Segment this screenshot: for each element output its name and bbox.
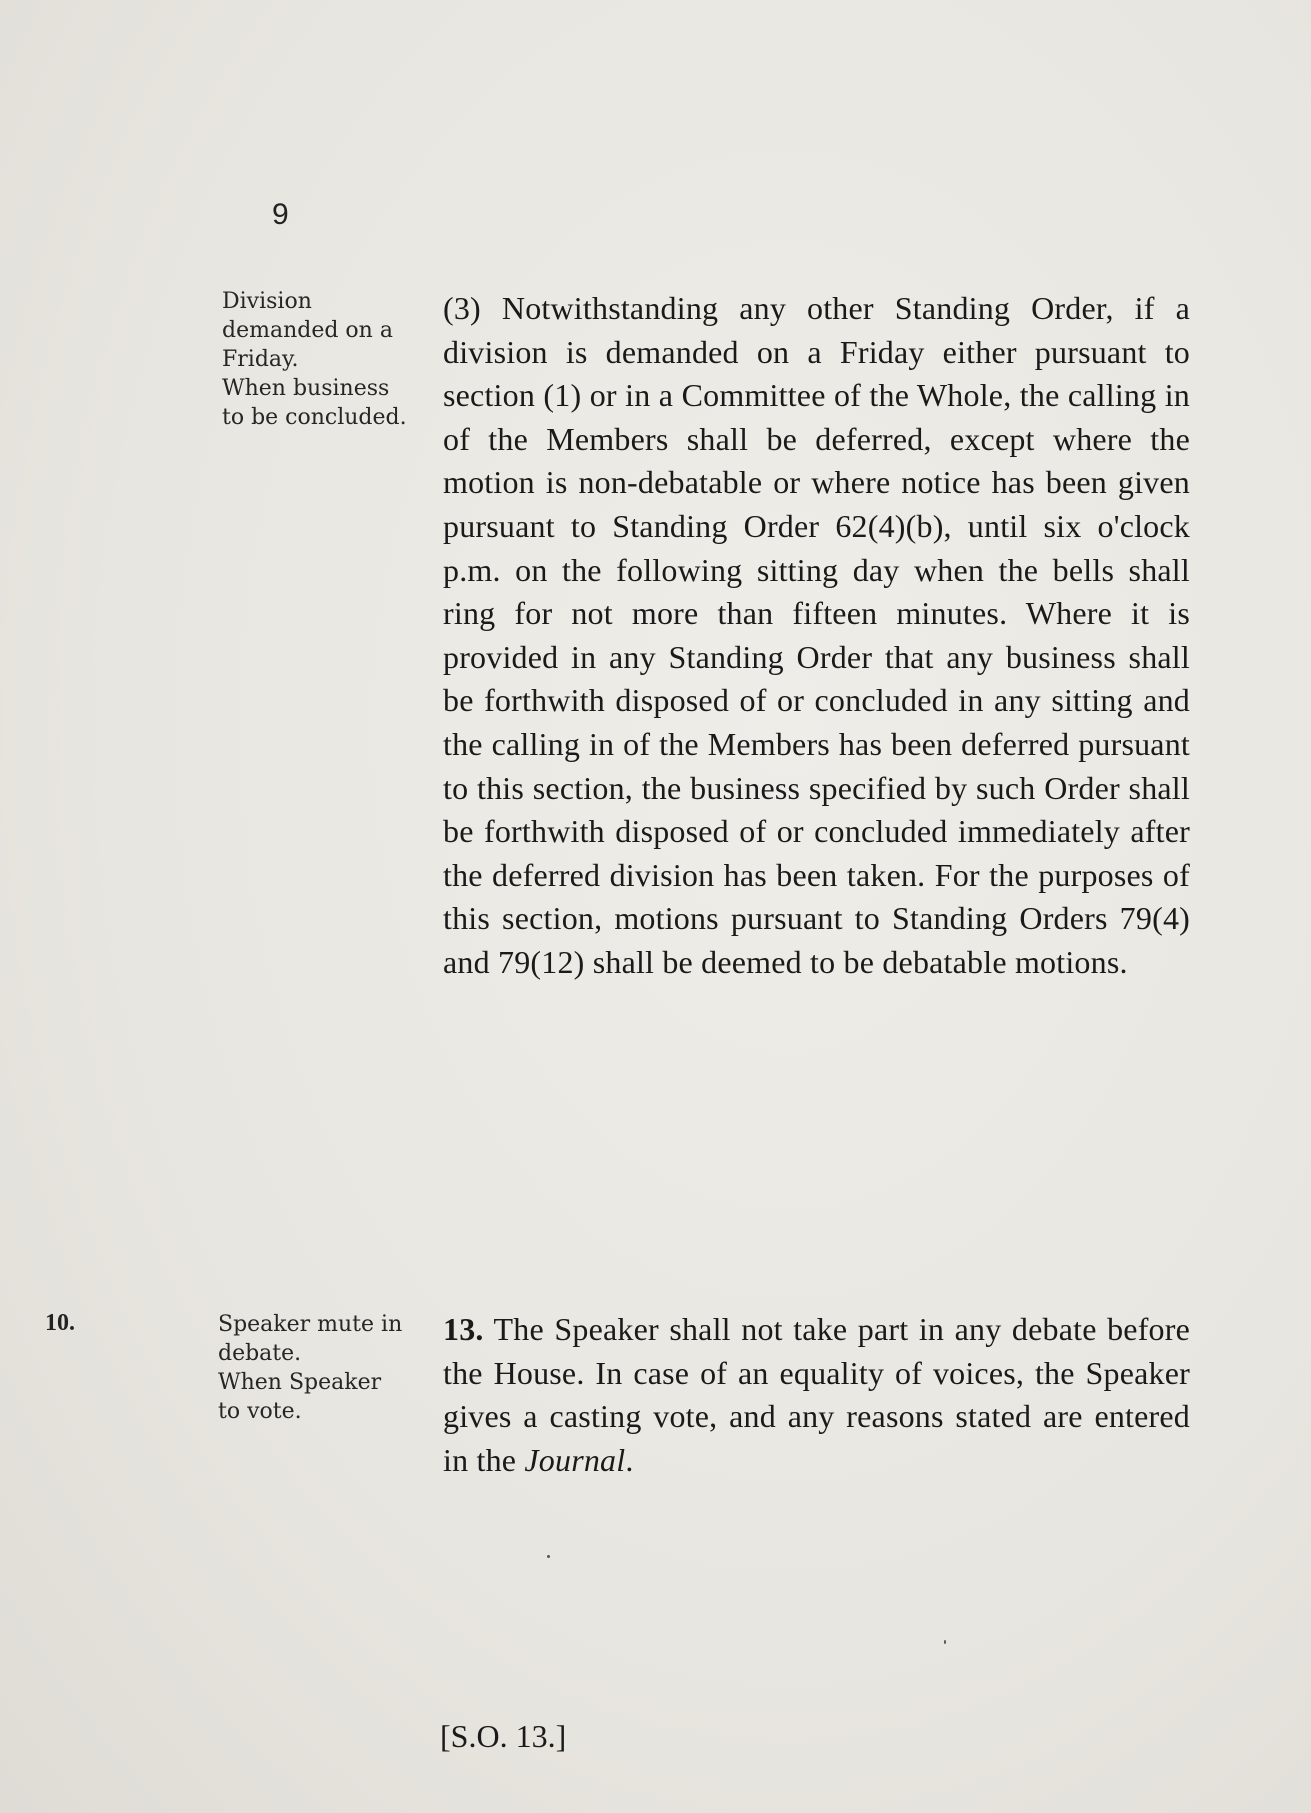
sentence-end: . [625,1441,634,1478]
section-number: 13. [443,1311,484,1347]
margin-note-line: Speaker mute in [218,1312,403,1337]
margin-note-line: debate. [218,1341,302,1366]
standing-order-13 [443,1308,1190,1482]
journal-word: Journal [524,1441,626,1478]
margin-note-speaker [218,1310,428,1426]
margin-note-division [222,287,422,432]
old-standing-order-number: 10. [45,1310,75,1336]
margin-note-line: When Speaker [218,1370,382,1395]
margin-note-line: to vote. [218,1399,302,1424]
margin-note-line: Division [222,289,312,314]
paper-speck [944,1640,946,1644]
margin-note-line: When business [222,376,390,401]
standing-order-reference: [S.O. 13.] [440,1718,567,1754]
section-text: The Speaker shall not take part in any debate before the House. In case of an equality of voices, the Speaker gives a casting vote, and any reasons stated are entered in the [443,1311,1191,1478]
margin-note-line: Friday. [222,347,299,372]
margin-note-line: demanded on a [222,318,393,343]
margin-note-line: to be concluded. [222,405,407,430]
page-number: 9 [272,198,289,231]
paper-speck [547,1555,550,1558]
paragraph-3-text: (3) Notwithstanding any other Standing Order, if a division is demanded on a Friday either pursuant to section (1) or in a Committee of the Whole, the calling in of the Members shall be deferred, except where the motion is non-debatable or where notice has been given pursuant to Standing Order 62(4)(b), until six o'clock p.m. on the following sitting day when the bells shall ring for not more than fifteen minutes. Where it is provided in any Standing Order that any business shall be forthwith disposed of or concluded in any sitting and the calling in of the Members has been deferred pursuant to this section, the business specified by such Order shall be forthwith disposed of or concluded immediately after the deferred division has been taken. For the purposes of this section, motions pursuant to Standing Orders 79(4) and 79(12) shall be deemed to be debatable motions. [443,290,1190,980]
